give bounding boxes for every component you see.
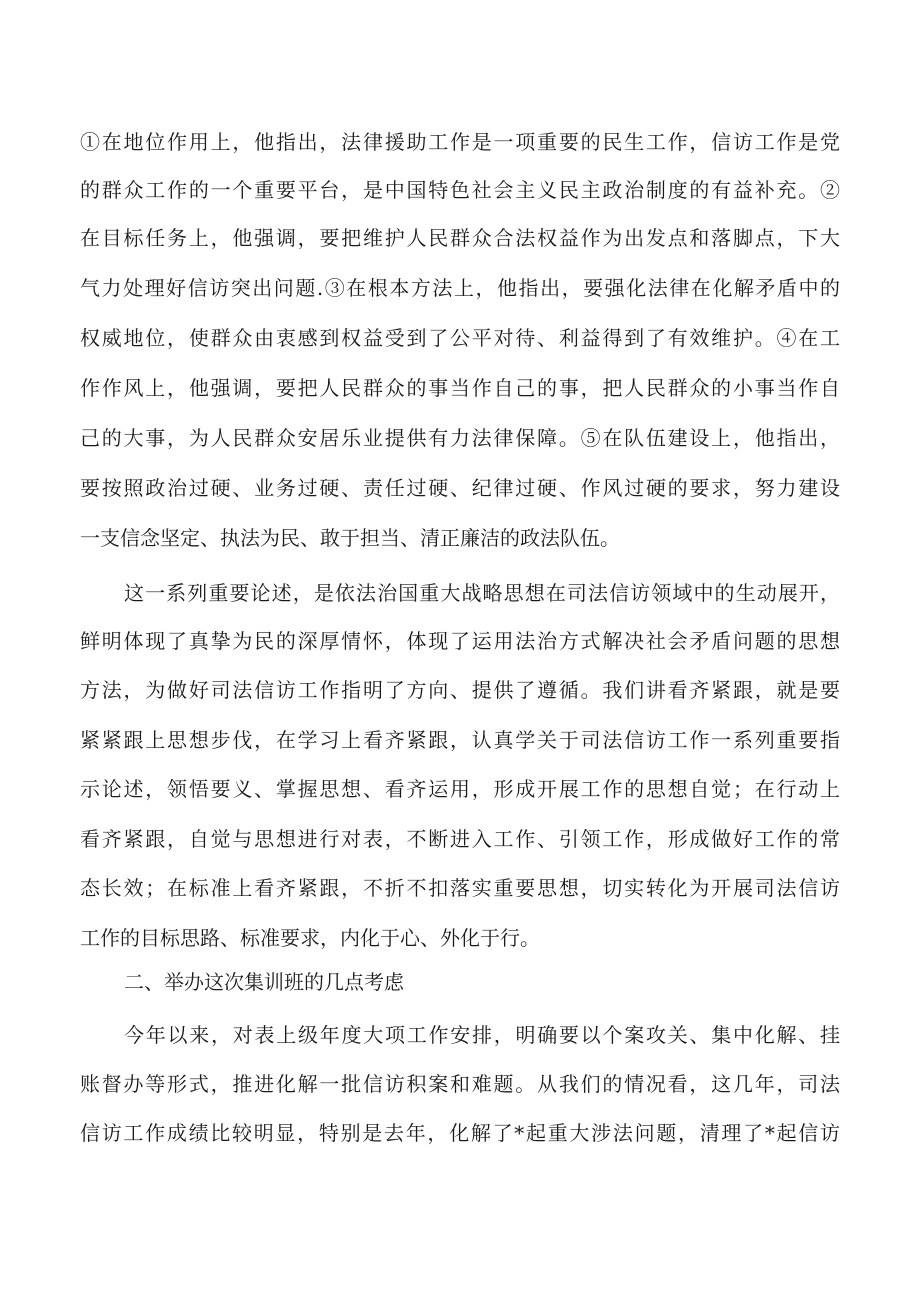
text-line: 一支信念坚定、执法为民、敢于担当、清正廉洁的政法队伍。 xyxy=(80,526,620,550)
text-line: 紧紧跟上思想步伐，在学习上看齐紧跟，认真学关于司法信访工作一系列重要指 xyxy=(80,728,840,752)
text-line: 在目标任务上，他强调，要把维护人民群众合法权益作为出发点和落脚点，下大 xyxy=(80,226,840,250)
text-line: 今年以来，对表上级年度大项工作安排，明确要以个案攻关、集中化解、挂 xyxy=(124,1023,840,1047)
text-line: 态长效；在标准上看齐紧跟，不折不扣落实重要思想，切实转化为开展司法信访 xyxy=(80,876,840,900)
text-line: 要按照政治过硬、业务过硬、责任过硬、纪律过硬、作风过硬的要求，努力建设 xyxy=(80,476,840,500)
section-heading: 二、举办这次集训班的几点考虑 xyxy=(124,970,404,994)
text-line: 信访工作成绩比较明显，特别是去年，化解了*起重大涉法问题，清理了*起信访 xyxy=(80,1121,840,1145)
text-line: 账督办等形式，推进化解一批信访积案和难题。从我们的情况看，这几年，司法 xyxy=(80,1072,840,1096)
text-line: 这一系列重要论述，是依法治国重大战略思想在司法信访领域中的生动展开， xyxy=(124,581,840,605)
text-line: 鲜明体现了真挚为民的深厚情怀，体现了运用法治方式解决社会矛盾问题的思想 xyxy=(80,629,840,653)
text-line: 权威地位，使群众由衷感到权益受到了公平对待、利益得到了有效维护。④在工 xyxy=(80,326,840,350)
text-line: ①在地位作用上，他指出，法律援助工作是一项重要的民生工作，信访工作是党 xyxy=(80,130,840,154)
text-line: 示论述，领悟要义、掌握思想、看齐运用，形成开展工作的思想自觉；在行动上 xyxy=(80,777,840,801)
text-line: 作作风上，他强调，要把人民群众的事当作自己的事，把人民群众的小事当作自 xyxy=(80,376,840,400)
text-line: 的群众工作的一个重要平台，是中国特色社会主义民主政治制度的有益补充。② xyxy=(80,178,840,202)
text-line: 己的大事，为人民群众安居乐业提供有力法律保障。⑤在队伍建设上，他指出， xyxy=(80,426,840,450)
text-line: 气力处理好信访突出问题.③在根本方法上，他指出，要强化法律在化解矛盾中的 xyxy=(80,276,840,300)
text-line: 方法，为做好司法信访工作指明了方向、提供了遵循。我们讲看齐紧跟，就是要 xyxy=(80,678,840,702)
text-line: 看齐紧跟，自觉与思想进行对表，不断进入工作、引领工作，形成做好工作的常 xyxy=(80,827,840,851)
text-line: 工作的目标思路、标准要求，内化于心、外化于行。 xyxy=(80,926,540,950)
